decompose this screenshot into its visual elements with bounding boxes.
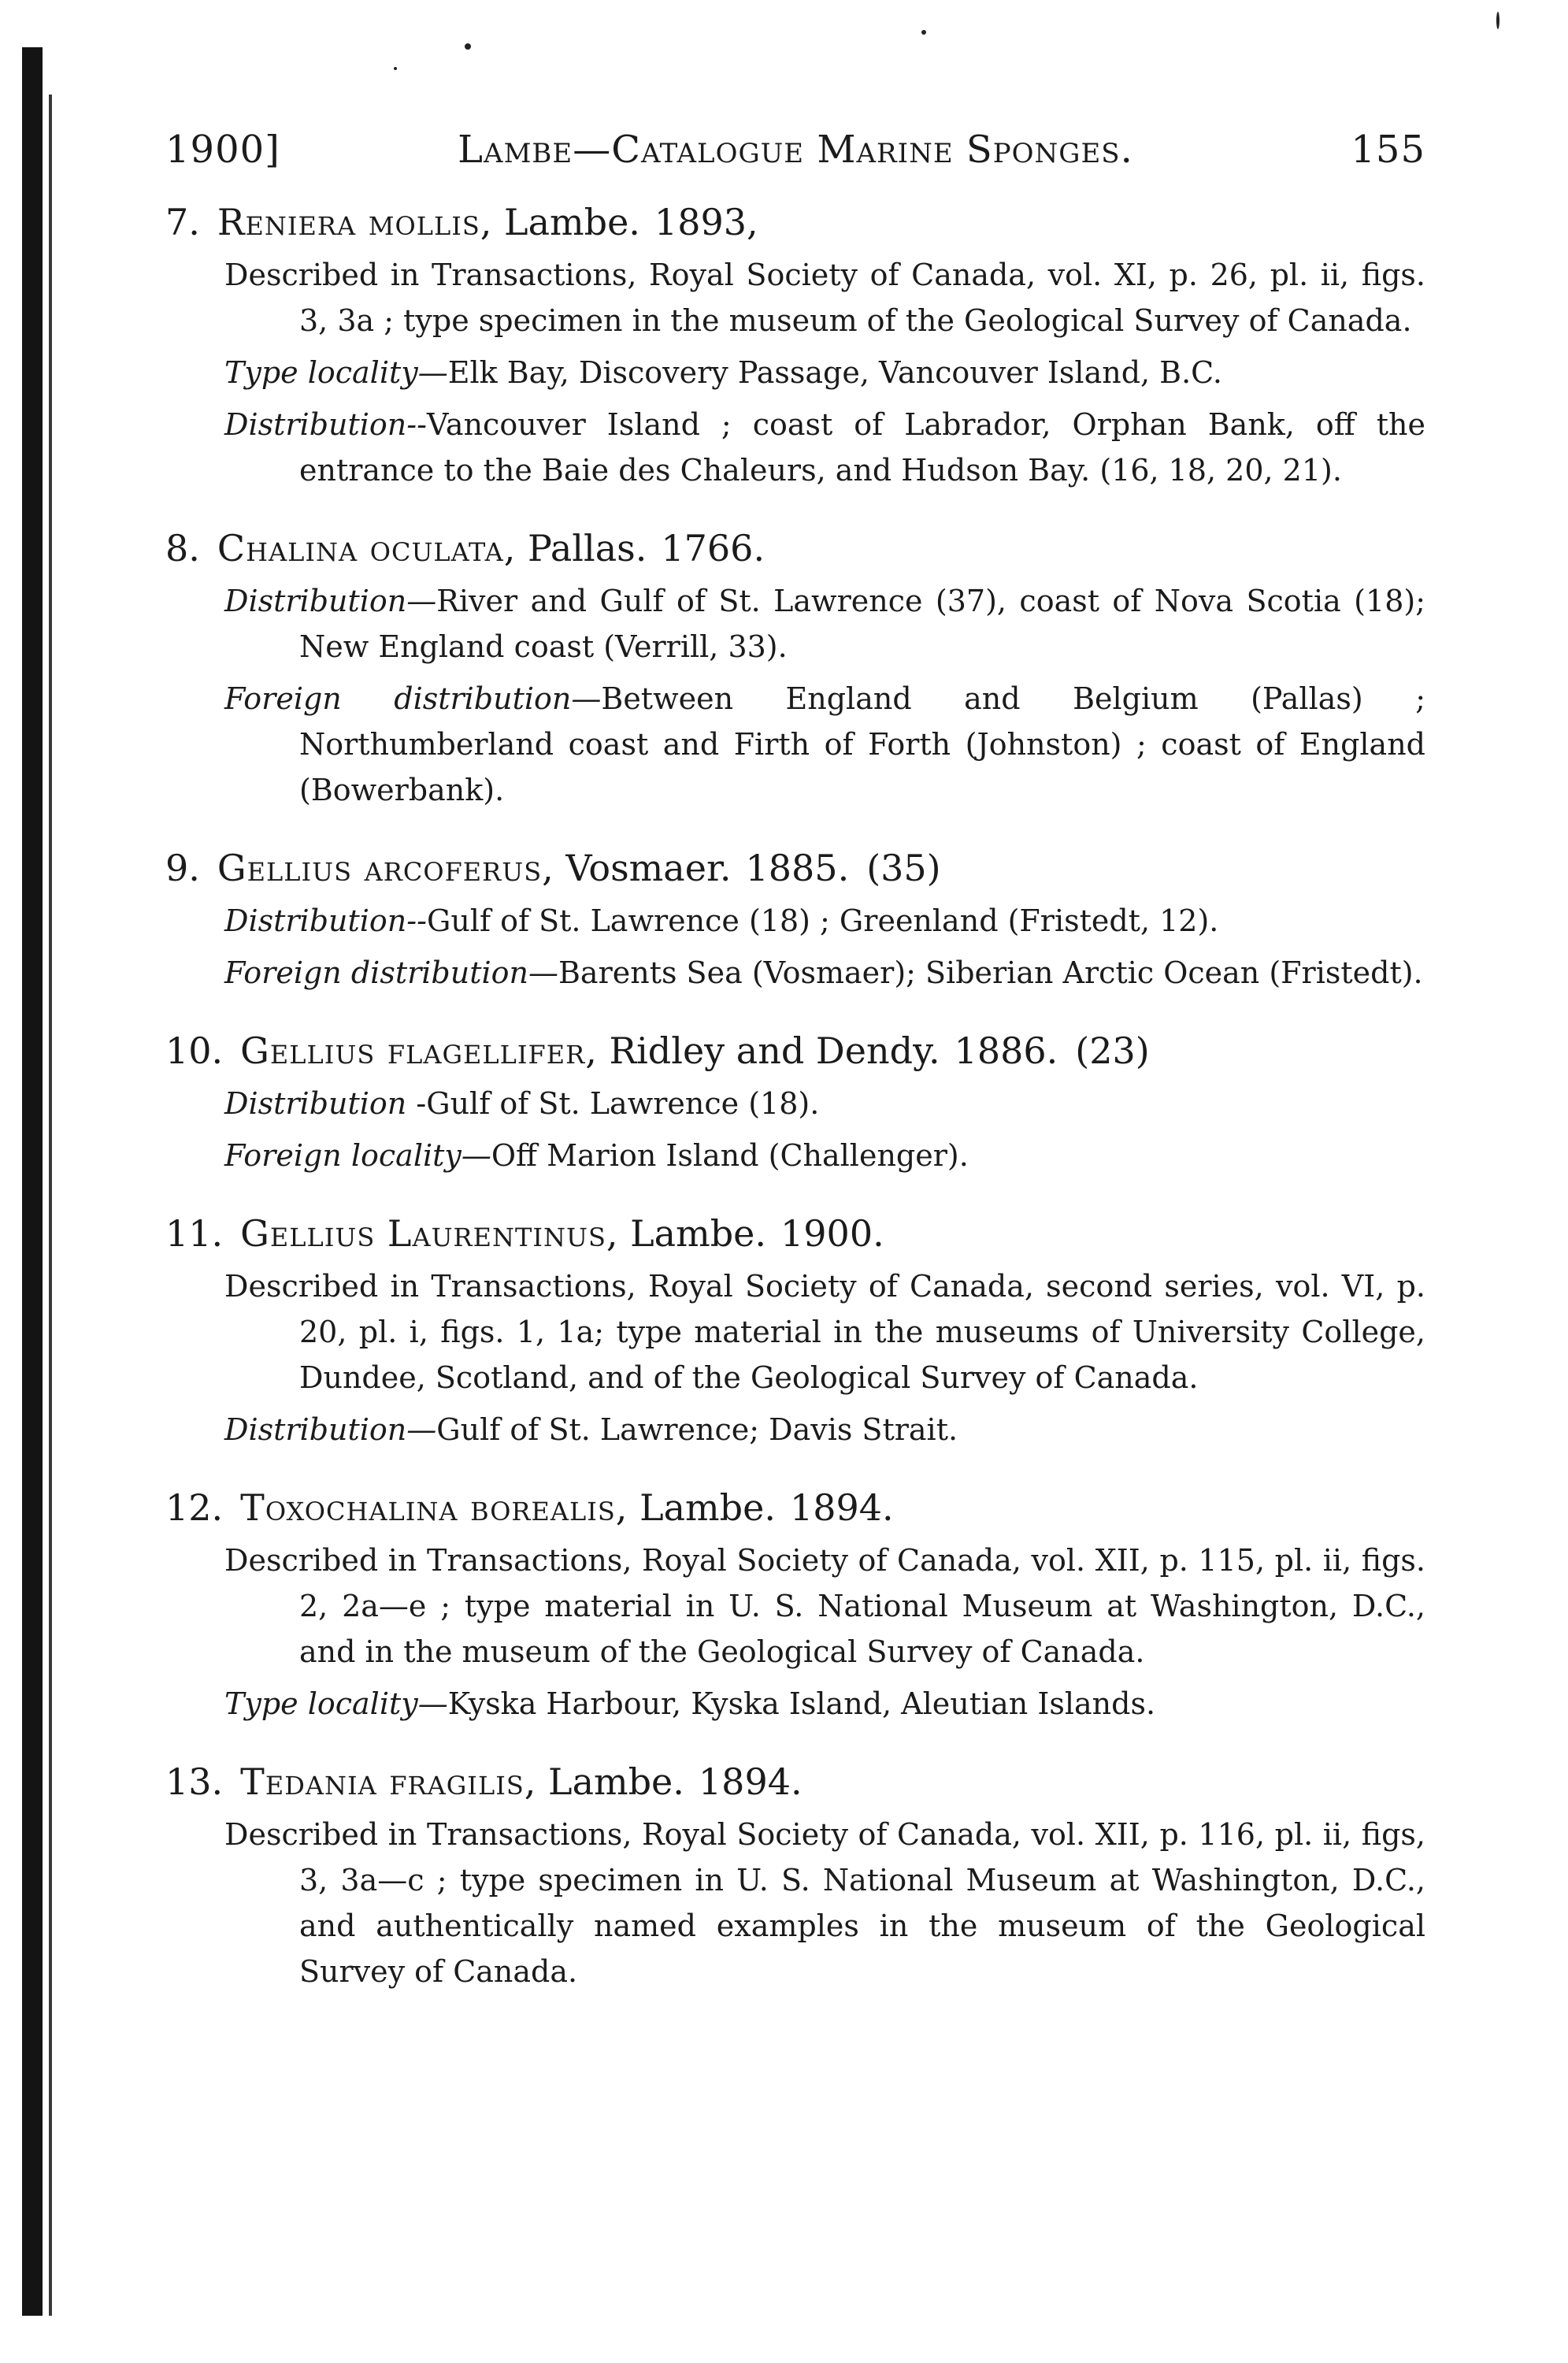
paragraph-text: Vancouver Island ; coast of Labrador, Orphan Bank, off the entrance to the Baie des Chaleurs, and Hudson Bay. (16, 18, 20, 21). — [299, 407, 1425, 488]
entry-paragraph — [224, 350, 1425, 395]
entry-body — [165, 898, 1425, 996]
entry-heading — [165, 1756, 1425, 1807]
reference-number: (35) — [866, 847, 941, 889]
entry-number: 7. — [165, 201, 200, 243]
entry-heading — [165, 1482, 1425, 1533]
paragraph-text: Described in Transactions, Royal Society of Canada, vol. XII, p. 116, pl. ii, figs, 3, 3a—c ; type specimen in U. S. National Museum at Washington, D.C., and authentically named examples in the museum of the Geological Survey of Canada. — [224, 1817, 1425, 1989]
catalogue-entry — [165, 523, 1425, 813]
running-head-year: 1900] — [165, 128, 280, 172]
species-author: Lambe. — [630, 1212, 767, 1255]
paragraph-text: Described in Transactions, Royal Society of Canada, vol. XII, p. 115, pl. ii, figs. 2, 2a—e ; type material in U. S. National Museum at Washington, D.C., and in the museum of the Geological Survey of Canada. — [224, 1543, 1425, 1669]
paragraph-label: Distribution— — [224, 584, 437, 618]
species-name: Gellius arcoferus, — [217, 847, 554, 889]
species-author: Ridley and Dendy. — [609, 1029, 940, 1072]
scan-speck — [1496, 12, 1499, 29]
paragraph-text: Barents Sea (Vosmaer); Siberian Arctic Ocean (Fristedt). — [558, 955, 1423, 990]
species-year: 1894. — [698, 1760, 803, 1803]
entry-number: 9. — [165, 847, 200, 889]
entry-heading — [165, 1208, 1425, 1259]
species-year: 1766. — [661, 527, 765, 569]
species-name: Gellius Laurentinus, — [240, 1212, 619, 1255]
catalogue-entry — [165, 197, 1425, 493]
paragraph-text: Described in Transactions, Royal Society of Canada, vol. XI, p. 26, pl. ii, figs. 3, 3a ; type specimen in the museum of the Geological Survey of Canada. — [224, 258, 1425, 338]
catalogue-entry — [165, 1026, 1425, 1178]
entry-heading — [165, 1026, 1425, 1076]
species-year: 1886. — [954, 1029, 1058, 1072]
entry-heading — [165, 843, 1425, 893]
paragraph-label: Distribution-- — [224, 407, 427, 442]
catalogue-entry — [165, 1756, 1425, 1994]
entry-paragraph — [224, 1133, 1425, 1178]
species-name: Toxochalina borealis, — [240, 1486, 628, 1529]
paragraph-label: Foreign distribution— — [224, 955, 558, 990]
entry-paragraph — [224, 1407, 1425, 1452]
paragraph-label: Type locality— — [224, 355, 448, 390]
species-year: 1900. — [780, 1212, 884, 1255]
paragraph-label: Type locality— — [224, 1686, 448, 1721]
entry-paragraph — [224, 1681, 1425, 1727]
paragraph-text: -Gulf of St. Lawrence (18). — [406, 1086, 820, 1121]
entry-body — [165, 1812, 1425, 1994]
entry-heading — [165, 197, 1425, 247]
paragraph-text: Off Marion Island (Challenger). — [491, 1138, 969, 1173]
paragraph-label: Foreign distribution— — [224, 681, 602, 716]
entry-heading — [165, 523, 1425, 573]
entry-paragraph — [224, 1538, 1425, 1675]
entry-body — [165, 1081, 1425, 1178]
paragraph-label: Foreign locality— — [224, 1138, 491, 1173]
paragraph-label: Distribution— — [224, 1412, 437, 1447]
species-name: Tedania fragilis, — [240, 1760, 537, 1803]
catalogue-entry — [165, 1208, 1425, 1452]
paragraph-text: Elk Bay, Discovery Passage, Vancouver Island, B.C. — [447, 355, 1222, 390]
species-author: Vosmaer. — [565, 847, 732, 889]
binding-shadow — [22, 47, 43, 2316]
paragraph-text: River and Gulf of St. Lawrence (37), coast of Nova Scotia (18); New England coast (Verrill, 33). — [299, 584, 1425, 664]
paragraph-text: Between England and Belgium (Pallas) ; Northumberland coast and Firth of Forth (Johnston) ; coast of England (Bowerbank). — [299, 681, 1425, 807]
species-year: 1885. — [745, 847, 850, 889]
entry-number: 13. — [165, 1760, 224, 1803]
paragraph-text: Kyska Harbour, Kyska Island, Aleutian Islands. — [447, 1686, 1156, 1721]
species-year: 1894. — [789, 1486, 894, 1529]
paragraph-label: Distribution-- — [224, 903, 427, 938]
entry-paragraph — [224, 402, 1425, 493]
entry-body — [165, 578, 1425, 813]
scan-speck — [465, 43, 471, 50]
reference-number: (23) — [1075, 1029, 1150, 1072]
catalogue-entry — [165, 1482, 1425, 1727]
entry-number: 12. — [165, 1486, 224, 1529]
species-name: Reniera mollis, — [217, 201, 493, 243]
paragraph-label: Distribution — [224, 1086, 407, 1121]
species-author: Lambe. — [639, 1486, 776, 1529]
species-year: 1893, — [654, 201, 758, 243]
species-author: Pallas. — [527, 527, 647, 569]
species-name: Chalina oculata, — [217, 527, 517, 569]
binding-shadow-edge — [49, 95, 52, 2316]
entry-paragraph — [224, 676, 1425, 813]
entry-paragraph — [224, 1263, 1425, 1400]
paragraph-text: Described in Transactions, Royal Society of Canada, second series, vol. VI, p. 20, pl. i, figs. 1, 1a; type material in the museums of University College, Dundee, Scotland, and of the Geological Survey of Canada. — [224, 1269, 1425, 1395]
entry-body — [165, 1263, 1425, 1452]
entry-paragraph — [224, 1812, 1425, 1994]
entry-number: 10. — [165, 1029, 224, 1072]
entry-number: 8. — [165, 527, 200, 569]
entry-paragraph — [224, 252, 1425, 343]
species-author: Lambe. — [504, 201, 640, 243]
entry-paragraph — [224, 1081, 1425, 1126]
scan-speck — [921, 30, 926, 35]
entry-body — [165, 252, 1425, 493]
entry-number: 11. — [165, 1212, 224, 1255]
paragraph-text: Gulf of St. Lawrence (18) ; Greenland (Fristedt, 12). — [426, 903, 1219, 938]
scan-speck — [394, 67, 397, 70]
running-head — [165, 118, 1425, 181]
running-head-title: Lambe—Catalogue Marine Sponges. — [458, 128, 1133, 172]
entry-paragraph — [224, 898, 1425, 944]
entry-paragraph — [224, 578, 1425, 670]
page-number: 155 — [1351, 128, 1425, 172]
entry-paragraph — [224, 950, 1425, 996]
species-catalogue — [165, 197, 1425, 2024]
entry-body — [165, 1538, 1425, 1727]
species-name: Gellius flagellifer, — [240, 1029, 598, 1072]
species-author: Lambe. — [548, 1760, 684, 1803]
catalogue-entry — [165, 843, 1425, 996]
paragraph-text: Gulf of St. Lawrence; Davis Strait. — [436, 1412, 958, 1447]
